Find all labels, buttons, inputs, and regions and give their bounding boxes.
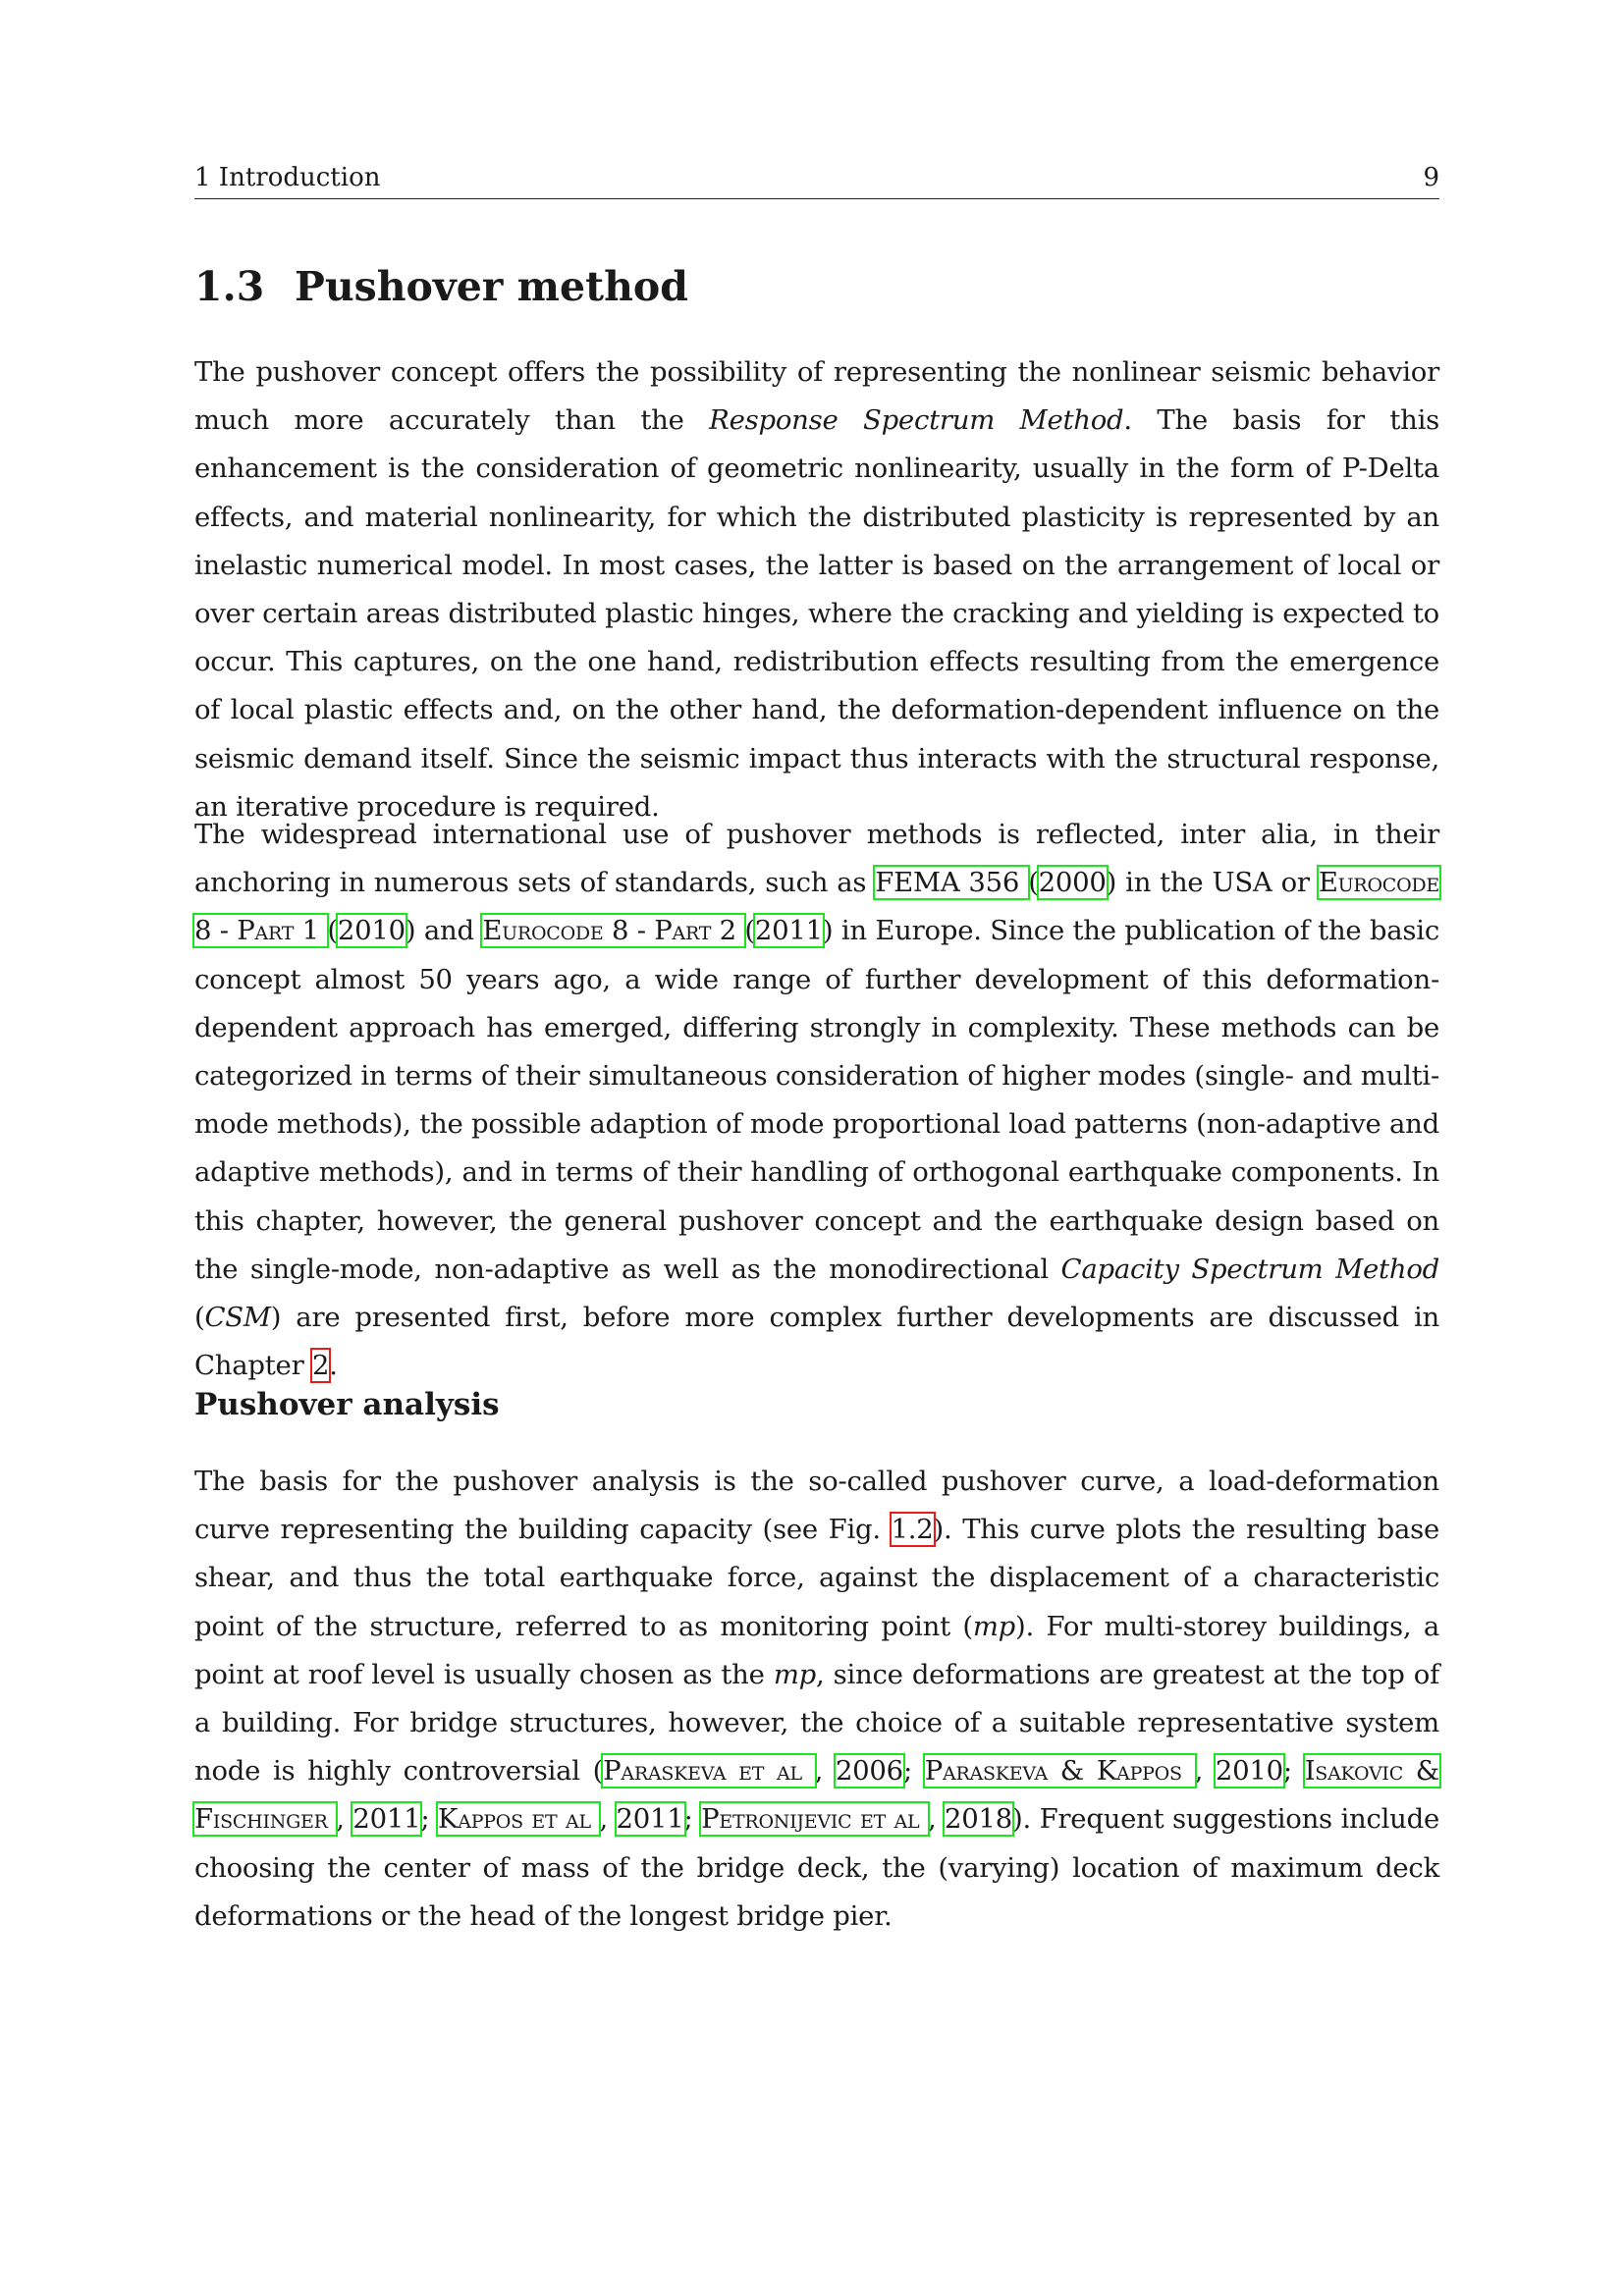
text-run: . The basis for this enhancement is the consideration of geometric nonlinearity, usually in the form of P-Delta effects, and material nonlinearity, for which the distributed plasticity is represented by an inelastic numerical model. In most cases, the latter is based on the arrangement of local or over certain areas distributed plastic hinges, where the cracking and yielding is expected to occur. This captures, on the one hand, redistribution effects resulting from the emergence of local plastic effects and, on the other hand, the deformation-dependent influence on the seismic demand itself. Since the seismic impact thus interacts with the structural response, an iterative procedure is required. bbox=[194, 404, 1439, 823]
text-run: ) in Europe. Since the publication of the basic concept almost 50 years ago, a wide range of further development of this deformation-dependent approach has emerged, differing strongly in complexity. These methods can be categorized in terms of their simultaneous consideration of higher modes (single- and multi-mode methods), the possible adaption of mode proportional load patterns (non-adaptive and adaptive methods), and in terms of their handling of orthogonal earthquake components. In this chapter, however, the general pushover concept and the earthquake design based on the single-mode, non-adaptive as well as the monodirectional bbox=[194, 915, 1439, 1285]
citation-paraskeva-et-al[interactable]: Paraskeva et al bbox=[603, 1755, 815, 1788]
section-title: Pushover method bbox=[295, 263, 688, 310]
text-run: ) and bbox=[405, 915, 483, 947]
citation-kappos-et-al[interactable]: Kappos et al bbox=[437, 1803, 600, 1836]
text-run: ; bbox=[902, 1755, 925, 1788]
text-run: , bbox=[814, 1755, 836, 1788]
citation-year-2010[interactable]: 2010 bbox=[1215, 1755, 1283, 1788]
text-run: ( bbox=[1028, 867, 1039, 899]
citation-fema356[interactable]: FEMA 356 bbox=[875, 867, 1029, 899]
text-run: ( bbox=[194, 1302, 205, 1334]
text-run: The pushover concept offers the possibility of representing the nonlinear seismic behavior much more accurately than the bbox=[194, 356, 1439, 437]
figure-reference-link[interactable]: 1.2 bbox=[891, 1514, 934, 1546]
citation-year-2000[interactable]: 2000 bbox=[1038, 867, 1107, 899]
text-run: The basis for the pushover analysis is the so-called pushover curve, a load-deformation curve representing the building capacity (see Fig. bbox=[194, 1466, 1439, 1546]
citation-year-2011[interactable]: 2011 bbox=[754, 915, 823, 947]
citation-year-2011[interactable]: 2011 bbox=[616, 1803, 684, 1836]
subsection-heading: Pushover analysis bbox=[194, 1387, 500, 1422]
text-run: The widespread international use of pushover methods is reflected, inter alia, in their anchoring in numerous sets of standards, such as bbox=[194, 819, 1439, 899]
paragraph-intro bbox=[194, 348, 1439, 831]
method-abbreviation: CSM bbox=[204, 1302, 271, 1334]
abbreviation-mp: mp bbox=[972, 1610, 1016, 1642]
text-run: , bbox=[336, 1803, 353, 1836]
text-run: . bbox=[329, 1350, 338, 1382]
citation-petronijevic-et-al[interactable]: Petronijevic et al bbox=[701, 1803, 928, 1836]
text-run: ). Frequent suggestions include choosing the center of mass of the bridge deck, the (varying) location of maximum deck deformations or the head of the longest bridge pier. bbox=[194, 1803, 1440, 1932]
text-run: ). This curve plots the resulting base shear, and thus the total earthquake force, against the displacement of a characteristic point of the structure, referred to as monitoring point ( bbox=[194, 1514, 1439, 1642]
text-run: , since deformations are greatest at the top of a building. For bridge structures, however, the choice of a suitable representative system node is highly controversial ( bbox=[194, 1658, 1440, 1788]
citation-year-2006[interactable]: 2006 bbox=[835, 1755, 903, 1788]
citation-year-2011[interactable]: 2011 bbox=[352, 1803, 421, 1836]
method-name: Capacity Spectrum Method bbox=[1060, 1253, 1439, 1285]
citation-year-2018[interactable]: 2018 bbox=[945, 1803, 1013, 1836]
section-heading bbox=[194, 257, 688, 316]
chapter-reference-link[interactable]: 2 bbox=[311, 1350, 330, 1382]
text-run: ; bbox=[683, 1803, 702, 1836]
text-run: ( bbox=[744, 915, 755, 947]
paragraph-standards bbox=[194, 811, 1439, 1390]
citation-isakovic-fischinger[interactable]: Isakovic & Fischinger bbox=[194, 1755, 1440, 1836]
abbreviation-mp: mp bbox=[773, 1658, 816, 1690]
chapter-title: 1 Introduction bbox=[194, 163, 381, 192]
text-run: ; bbox=[420, 1803, 438, 1836]
text-run: , bbox=[599, 1803, 617, 1836]
text-run: ( bbox=[327, 915, 338, 947]
page-number: 9 bbox=[1423, 163, 1439, 192]
citation-eurocode8-part1[interactable]: Eurocode 8 - Part 1 bbox=[194, 867, 1439, 947]
method-name: Response Spectrum Method bbox=[709, 404, 1124, 437]
citation-year-2010[interactable]: 2010 bbox=[337, 915, 406, 947]
paragraph-pushover-analysis bbox=[194, 1458, 1439, 1941]
text-run: , bbox=[1194, 1755, 1216, 1788]
section-number: 1.3 bbox=[194, 263, 265, 310]
text-run: ) are presented first, before more complex further developments are discussed in Chapter bbox=[194, 1302, 1439, 1382]
citation-paraskeva-kappos[interactable]: Paraskeva & Kappos bbox=[924, 1755, 1195, 1788]
running-header bbox=[194, 157, 1439, 199]
text-run: ; bbox=[1282, 1755, 1305, 1788]
text-run: ) in the USA or bbox=[1106, 867, 1319, 899]
text-run: , bbox=[927, 1803, 946, 1836]
citation-eurocode8-part2[interactable]: Eurocode 8 - Part 2 bbox=[482, 915, 745, 947]
text-run: ). For multi-storey buildings, a point at roof level is usually chosen as the bbox=[194, 1610, 1439, 1690]
